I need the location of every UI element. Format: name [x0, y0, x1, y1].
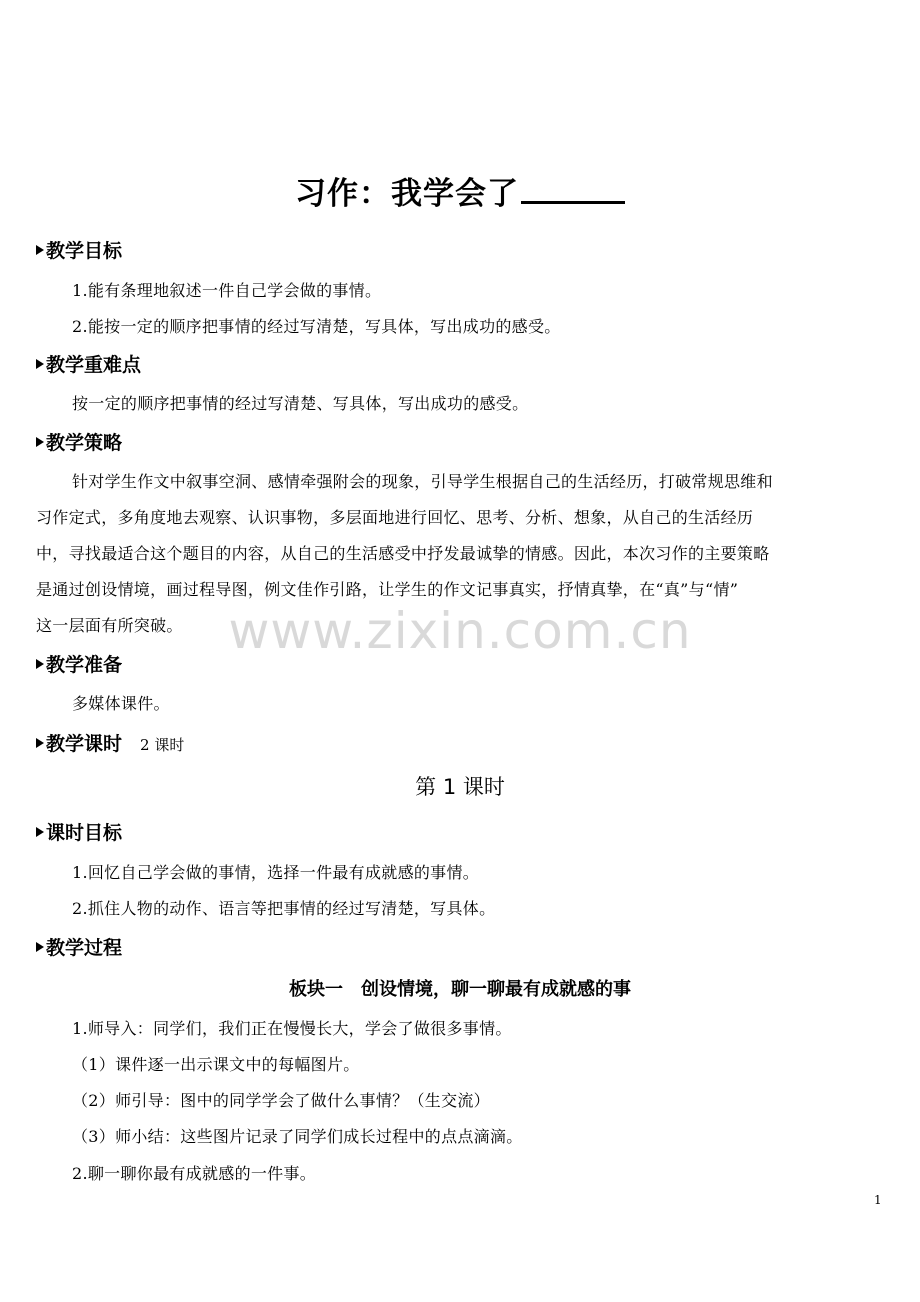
process-line: （2）师引导：图中的同学学会了做什么事情？（生交流） [72, 1091, 490, 1110]
heading-key-points: 教学重难点 [36, 350, 141, 377]
lesson-heading: 第 1 课时 [415, 775, 505, 799]
lesson-goal-item: 2.抓住人物的动作、语言等把事情的经过写清楚，写具体。 [72, 899, 496, 918]
heading-hours: 教学课时 2 课时 [36, 729, 184, 756]
strategy-line: 是通过创设情境，画过程导图，例文佳作引路，让学生的作文记事真实，抒情真挚，在“真”与“情” [36, 580, 739, 599]
preparation-text: 多媒体课件。 [72, 694, 170, 713]
hours-value: 2 课时 [140, 736, 185, 754]
triangle-bullet-icon [36, 827, 44, 837]
triangle-bullet-icon [36, 738, 44, 748]
process-line: （1）课件逐一出示课文中的每幅图片。 [72, 1055, 360, 1074]
goal-item: 1.能有条理地叙述一件自己学会做的事情。 [72, 281, 382, 300]
watermark: www.zixin.com.cn [228, 602, 692, 660]
heading-lesson-goals: 课时目标 [36, 818, 122, 845]
title-text: 习作：我学会了 [295, 176, 519, 212]
lesson-goal-item: 1.回忆自己学会做的事情，选择一件最有成就感的事情。 [72, 863, 480, 882]
strategy-line: 这一层面有所突破。 [36, 616, 183, 635]
heading-process: 教学过程 [36, 933, 122, 960]
process-line: 1.师导入：同学们，我们正在慢慢长大，学会了做很多事情。 [72, 1019, 512, 1038]
strategy-line: 习作定式，多角度地去观察、认识事物，多层面地进行回忆、思考、分析、想象，从自己的生活经历 [36, 508, 754, 527]
triangle-bullet-icon [36, 359, 44, 369]
heading-teaching-goals: 教学目标 [36, 236, 122, 263]
heading-strategy: 教学策略 [36, 428, 122, 455]
heading-preparation: 教学准备 [36, 650, 122, 677]
goal-item: 2.能按一定的顺序把事情的经过写清楚，写具体，写出成功的感受。 [72, 317, 561, 336]
document-title [0, 168, 920, 213]
strategy-line: 中，寻找最适合这个题目的内容，从自己的生活感受中抒发最诚挚的情感。因此，本次习作的主要策略 [36, 544, 770, 563]
triangle-bullet-icon [36, 245, 44, 255]
process-line: （3）师小结：这些图片记录了同学们成长过程中的点点滴滴。 [72, 1127, 523, 1146]
triangle-bullet-icon [36, 437, 44, 447]
title-blank-line [521, 173, 625, 204]
triangle-bullet-icon [36, 659, 44, 669]
key-points-text: 按一定的顺序把事情的经过写清楚、写具体，写出成功的感受。 [72, 394, 529, 413]
page-number: 1 [874, 1193, 882, 1207]
process-line: 2.聊一聊你最有成就感的一件事。 [72, 1164, 317, 1183]
block-title: 板块一 创设情境，聊一聊最有成就感的事 [289, 979, 631, 1000]
strategy-line: 针对学生作文中叙事空洞、感情牵强附会的现象，引导学生根据自己的生活经历，打破常规思维和 [72, 472, 773, 491]
triangle-bullet-icon [36, 942, 44, 952]
